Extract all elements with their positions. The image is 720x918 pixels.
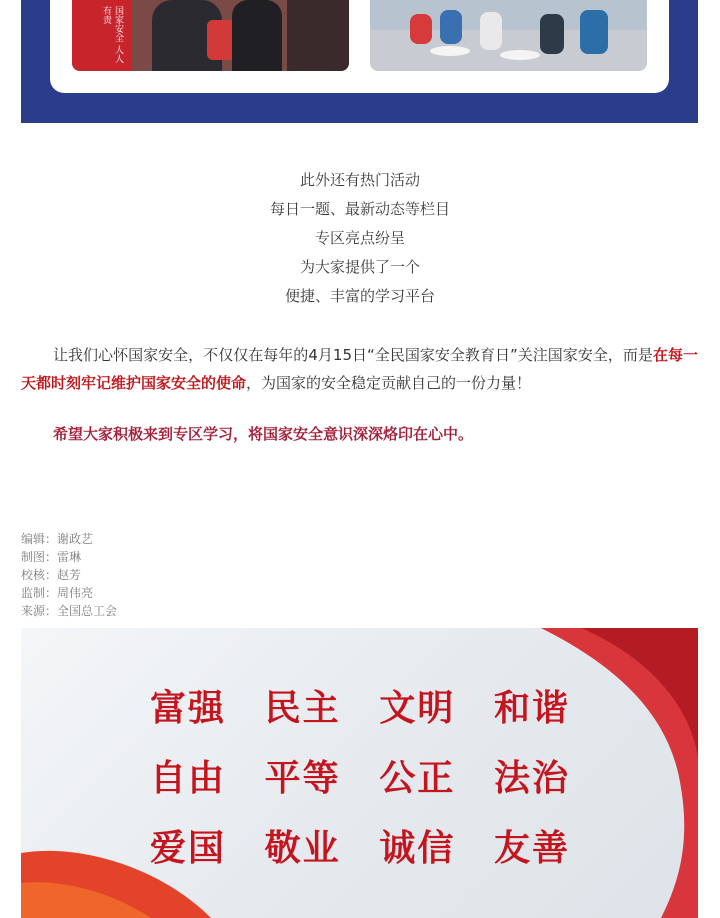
core-values-poster[interactable] <box>21 628 698 918</box>
paragraph-highlight: 在每一天都时刻牢记维护国家安全的使命 <box>21 346 698 392</box>
credit-proofread: 校核：赵芳 <box>21 568 82 582</box>
value-word: 敬业 <box>264 827 341 869</box>
value-word: 和谐 <box>493 687 570 729</box>
person-figure <box>232 0 282 71</box>
values-row <box>150 750 570 820</box>
sign-text: 国家安全 人人有责 <box>101 6 123 63</box>
highlights-text-block <box>0 166 720 311</box>
person-figure <box>287 0 349 71</box>
value-word: 爱国 <box>150 827 227 869</box>
value-word: 自由 <box>150 757 227 799</box>
event-photo-left[interactable] <box>72 0 349 71</box>
center-line: 每日一题、最新动态等栏目 <box>269 200 450 218</box>
person-figure <box>410 14 432 44</box>
center-line: 便捷、丰富的学习平台 <box>284 287 435 305</box>
call-to-action-text: 希望大家积极来到专区学习，将国家安全意识深深烙印在心中。 <box>53 425 474 443</box>
person-figure <box>580 10 608 54</box>
center-line: 专区亮点纷呈 <box>314 229 405 247</box>
value-word: 平等 <box>264 757 341 799</box>
person-figure <box>440 10 462 44</box>
value-word: 民主 <box>264 687 341 729</box>
values-row <box>150 680 570 750</box>
event-photo-right[interactable] <box>370 0 647 71</box>
credit-source: 来源：全国总工会 <box>21 604 118 618</box>
round-table <box>500 50 540 60</box>
round-table <box>430 46 470 56</box>
paragraph-text: ，为国家的安全稳定贡献自己的一份力量！ <box>246 374 532 392</box>
value-word: 富强 <box>150 687 227 729</box>
person-figure <box>540 14 564 54</box>
core-values-grid <box>150 680 570 890</box>
credit-graphics: 制图：雷琳 <box>21 550 82 564</box>
center-line: 此外还有热门活动 <box>299 171 420 189</box>
value-word: 友善 <box>493 827 570 869</box>
red-sign-board <box>72 0 132 71</box>
value-word: 诚信 <box>379 827 456 869</box>
photo-card <box>50 0 669 93</box>
values-row <box>150 820 570 890</box>
credit-editor: 编辑：谢政艺 <box>21 532 94 546</box>
paragraph-text: 让我们心怀国家安全，不仅仅在每年的4月15日“全民国家安全教育日”关注国家安全，而是 <box>53 346 653 364</box>
value-word: 法治 <box>493 757 570 799</box>
photo-banner <box>21 0 698 123</box>
credit-supervisor: 监制：周伟亮 <box>21 586 94 600</box>
credits-block <box>21 530 117 620</box>
center-line: 为大家提供了一个 <box>299 258 420 276</box>
body-paragraph <box>21 341 698 397</box>
person-figure <box>480 12 502 50</box>
value-word: 公正 <box>379 757 456 799</box>
value-word: 文明 <box>379 687 456 729</box>
